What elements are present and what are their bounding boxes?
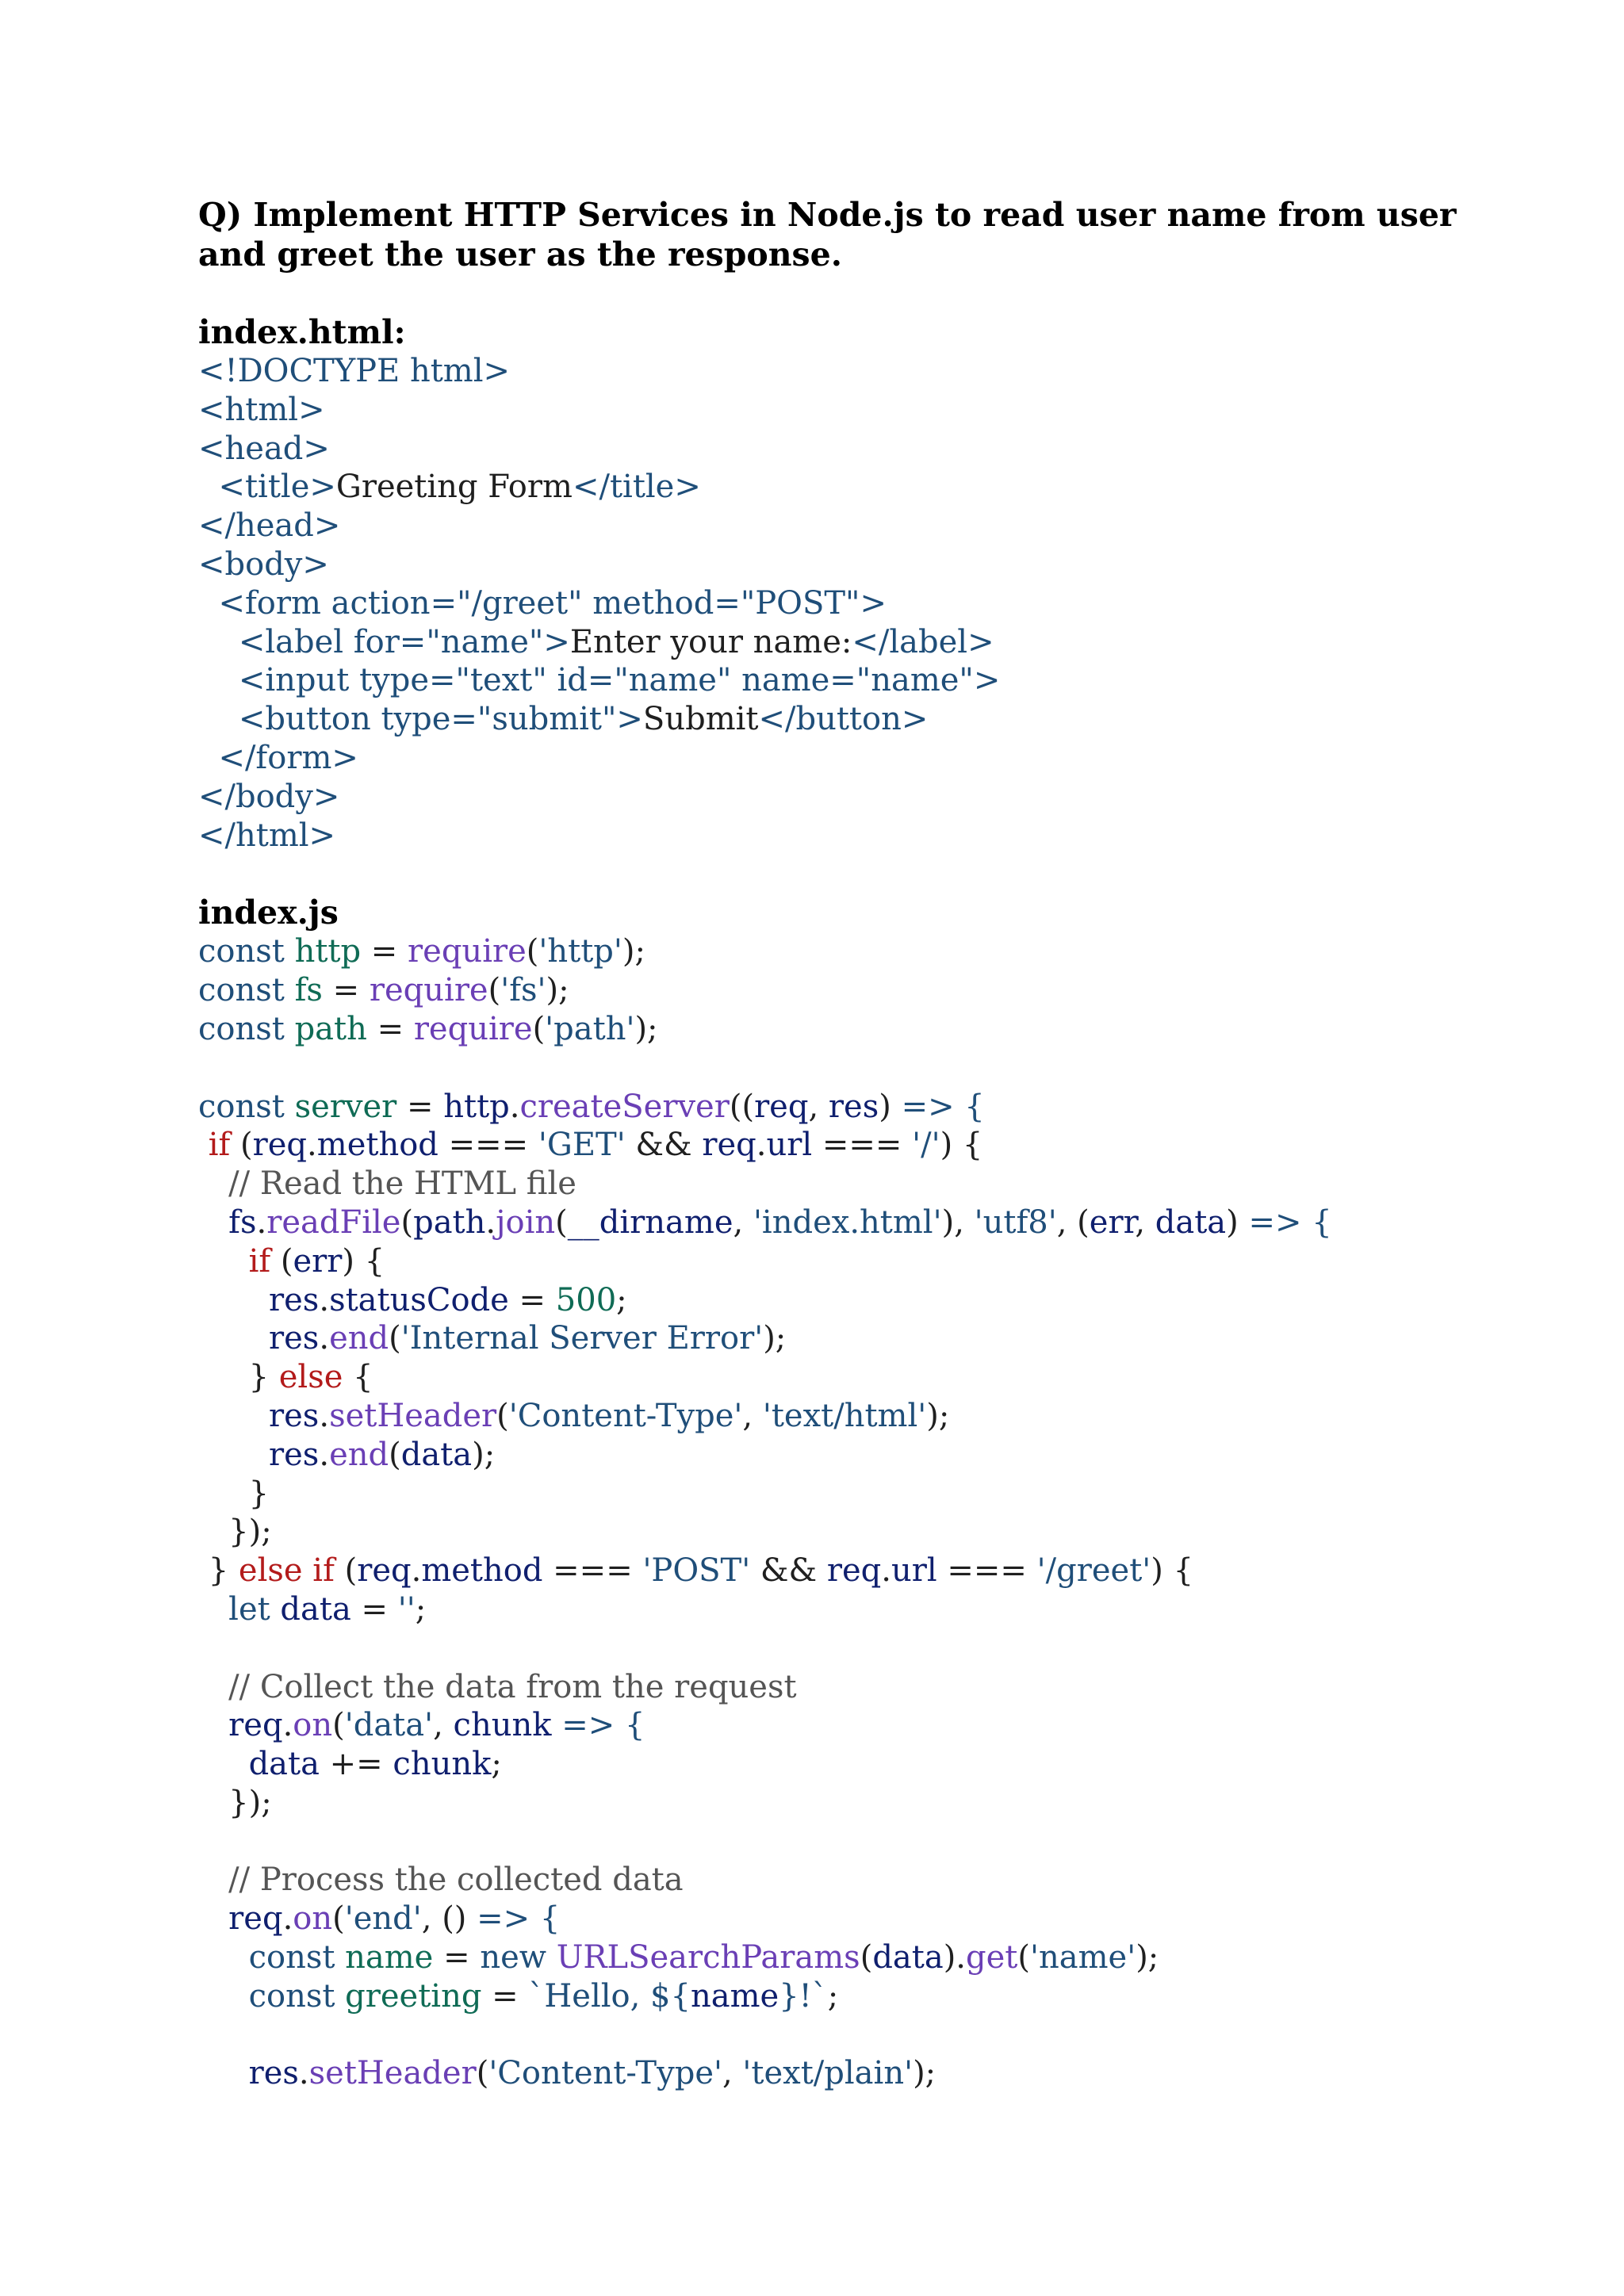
- code-token: (: [332, 1707, 345, 1744]
- code-token: [198, 1669, 228, 1705]
- code-token: res: [248, 2055, 299, 2092]
- code-token: chunk: [393, 1746, 492, 1783]
- code-token: method: [421, 1552, 543, 1590]
- code-token: );: [634, 1010, 658, 1047]
- code-token: <input type="text" id="name" name="name">: [238, 662, 1001, 699]
- code-token: ,: [733, 1203, 753, 1241]
- code-token: (: [344, 1552, 358, 1590]
- code-token: setHeader: [329, 1397, 497, 1434]
- code-token: `Hello, ${: [528, 1977, 691, 2015]
- code-token: </head>: [198, 507, 341, 545]
- code-token: <button type="submit">: [238, 701, 643, 738]
- code-token: ,: [1135, 1203, 1155, 1241]
- code-token: name: [345, 1939, 434, 1976]
- code-token: });: [228, 1784, 272, 1821]
- code-token: </body>: [198, 778, 340, 815]
- code-token: 'text/plain': [742, 2055, 914, 2092]
- code-token: =: [366, 1010, 414, 1047]
- code-token: [198, 1437, 269, 1473]
- code-token: (: [332, 1900, 345, 1938]
- code-token: <form action="/greet" method="POST">: [218, 584, 887, 622]
- code-token: 'fs': [500, 972, 546, 1009]
- code-token: .: [411, 1552, 422, 1590]
- code-token: ===: [812, 1127, 913, 1164]
- code-token: );: [913, 2055, 936, 2092]
- code-token: createServer: [519, 1088, 730, 1125]
- code-line: [198, 1784, 1624, 1823]
- code-line: [198, 1397, 1624, 1436]
- code-token: (: [280, 1242, 293, 1280]
- code-token: [198, 1862, 228, 1898]
- code-line: [198, 352, 1624, 391]
- code-token: res: [269, 1320, 320, 1357]
- code-block: [198, 352, 1624, 855]
- code-token: <head>: [198, 430, 330, 467]
- code-token: }: [248, 1359, 279, 1396]
- code-token: 'Content-Type': [488, 2055, 722, 2092]
- code-token: ) {: [940, 1127, 983, 1164]
- code-token: (: [488, 972, 501, 1009]
- code-token: <label for="name">: [238, 623, 570, 660]
- code-token: req: [228, 1900, 283, 1938]
- code-token: res: [269, 1281, 320, 1318]
- code-token: const: [198, 1010, 295, 1047]
- code-token: +=: [319, 1746, 393, 1783]
- code-token: 'POST': [642, 1552, 751, 1590]
- code-token: Greeting Form: [335, 469, 573, 506]
- code-token: (: [555, 1203, 568, 1241]
- code-token: ): [879, 1088, 902, 1125]
- code-line: [198, 971, 1624, 1010]
- code-line: [198, 1938, 1624, 1977]
- code-token: ,: [808, 1088, 829, 1125]
- question-line-2: and greet the user as the response.: [198, 235, 842, 274]
- code-line: [198, 1823, 1624, 1862]
- code-token: [198, 701, 239, 737]
- code-line: [198, 1668, 1624, 1707]
- code-line: [198, 1281, 1624, 1320]
- code-token: end: [329, 1436, 389, 1473]
- code-token: [198, 1900, 228, 1937]
- code-token: [198, 469, 218, 505]
- code-token: 'path': [545, 1010, 635, 1047]
- code-token: req: [826, 1552, 882, 1590]
- code-line: [198, 1436, 1624, 1475]
- code-token: => {: [477, 1900, 561, 1938]
- code-token: .: [319, 1397, 330, 1434]
- code-line: [198, 507, 1624, 545]
- code-token: data: [248, 1746, 320, 1783]
- code-token: .: [319, 1281, 330, 1318]
- code-token: '': [397, 1590, 416, 1628]
- code-token: => {: [901, 1088, 985, 1125]
- code-token: [198, 1591, 228, 1628]
- code-token: readFile: [266, 1203, 401, 1241]
- code-token: </html>: [198, 817, 336, 854]
- section-spacer: [198, 274, 1624, 312]
- code-token: );: [763, 1320, 787, 1357]
- code-token: ;: [491, 1746, 502, 1783]
- code-line: [198, 1126, 1624, 1165]
- code-token: let: [228, 1590, 281, 1628]
- code-token: }!`: [779, 1977, 828, 2015]
- code-token: require: [408, 933, 527, 970]
- code-token: err: [1089, 1203, 1136, 1241]
- code-line: [198, 1900, 1624, 1938]
- code-token: require: [369, 972, 488, 1009]
- code-token: (: [496, 1397, 509, 1434]
- code-line: [198, 1706, 1624, 1745]
- code-token: [198, 1320, 269, 1357]
- code-token: data: [280, 1590, 351, 1628]
- code-token: (: [1017, 1939, 1030, 1976]
- code-line: [198, 778, 1624, 817]
- code-token: 500: [555, 1281, 617, 1318]
- code-token: =: [481, 1977, 529, 2015]
- code-token: 'index.html': [753, 1203, 942, 1241]
- code-line: [198, 1513, 1624, 1552]
- code-token: name: [690, 1977, 779, 2015]
- code-token: =: [361, 933, 408, 970]
- code-line: [198, 661, 1624, 700]
- code-token: req: [702, 1127, 756, 1164]
- code-token: if: [248, 1242, 281, 1280]
- code-line: [198, 1010, 1624, 1049]
- code-token: 'Content-Type': [508, 1397, 743, 1434]
- code-token: new: [480, 1939, 557, 1976]
- code-token: </form>: [218, 739, 358, 776]
- code-line: [198, 739, 1624, 778]
- code-block: [198, 932, 1624, 2093]
- code-token: const: [248, 1939, 346, 1976]
- code-token: data: [872, 1939, 944, 1976]
- code-token: ===: [936, 1552, 1037, 1590]
- code-token: statusCode: [329, 1281, 509, 1318]
- code-token: ;: [616, 1281, 627, 1318]
- code-token: 'end': [344, 1900, 422, 1938]
- code-token: else: [278, 1359, 343, 1396]
- code-token: =: [433, 1939, 481, 1976]
- code-token: ) {: [342, 1242, 385, 1280]
- code-token: [198, 624, 239, 660]
- code-line: [198, 2054, 1624, 2093]
- code-token: // Process the collected data: [228, 1862, 684, 1899]
- code-token: =: [350, 1590, 398, 1628]
- code-token: req: [252, 1127, 308, 1164]
- code-token: );: [622, 933, 645, 970]
- code-token: [198, 1513, 228, 1550]
- code-token: on: [293, 1900, 333, 1938]
- code-token: const: [198, 972, 295, 1009]
- code-token: ,: [433, 1707, 454, 1744]
- code-token: [198, 1165, 228, 1202]
- code-token: (: [389, 1436, 401, 1473]
- code-token: );: [472, 1436, 496, 1473]
- code-line: [198, 1861, 1624, 1900]
- code-token: .: [881, 1552, 891, 1590]
- code-token: ,: [742, 1397, 763, 1434]
- code-token: 'http': [538, 933, 622, 970]
- code-token: (: [532, 1010, 546, 1047]
- code-token: &&: [625, 1127, 703, 1164]
- section-heading: index.html:: [198, 313, 406, 351]
- code-token: ;: [415, 1590, 427, 1628]
- code-token: server: [294, 1088, 397, 1125]
- code-token: ),: [941, 1203, 975, 1241]
- code-token: [198, 662, 239, 698]
- code-token: .: [319, 1436, 330, 1473]
- code-line: [198, 1629, 1624, 1668]
- code-token: // Collect the data from the request: [228, 1668, 797, 1705]
- code-token: [198, 740, 218, 776]
- code-token: URLSearchParams: [556, 1939, 860, 1976]
- code-token: url: [766, 1127, 813, 1164]
- code-token: [198, 2055, 249, 2091]
- code-token: <title>: [218, 469, 336, 506]
- code-token: [551, 1707, 561, 1743]
- code-token: , (: [1056, 1203, 1090, 1241]
- code-token: (: [400, 1203, 414, 1241]
- code-token: ,: [722, 2055, 743, 2092]
- code-token: .: [282, 1900, 293, 1938]
- code-line: [198, 1088, 1624, 1127]
- code-token: [198, 1127, 209, 1163]
- code-token: '/greet': [1036, 1552, 1151, 1590]
- code-line: [198, 1358, 1624, 1397]
- code-token: .: [256, 1203, 267, 1241]
- code-token: 'utf8': [974, 1203, 1057, 1241]
- code-token: chunk: [453, 1707, 552, 1744]
- code-line: [198, 468, 1624, 507]
- code-token: (: [526, 933, 539, 970]
- code-token: .: [298, 2055, 309, 2092]
- code-line: [198, 1049, 1624, 1088]
- code-line: [198, 391, 1624, 430]
- code-token: [198, 1746, 249, 1782]
- code-token: [198, 1552, 209, 1589]
- code-token: 'data': [344, 1707, 434, 1744]
- code-token: (: [389, 1320, 401, 1357]
- code-line: [198, 1242, 1624, 1281]
- code-token: Enter your name:: [569, 623, 852, 660]
- code-token: path: [413, 1203, 486, 1241]
- code-token: {: [343, 1359, 373, 1396]
- code-token: [198, 1978, 249, 2015]
- code-token: .: [282, 1707, 293, 1744]
- code-token: });: [228, 1513, 272, 1551]
- question-line-1: Q) Implement HTTP Services in Node.js to read user name from user: [198, 196, 1457, 234]
- code-token: [198, 1359, 249, 1395]
- code-token: </button>: [758, 701, 929, 738]
- code-token: <body>: [198, 545, 329, 583]
- code-token: res: [269, 1397, 320, 1434]
- code-token: );: [546, 972, 569, 1009]
- code-token: [198, 1398, 269, 1434]
- code-token: (: [476, 2055, 489, 2092]
- code-line: [198, 1745, 1624, 1784]
- code-token: fs: [294, 972, 323, 1009]
- code-token: .: [307, 1127, 317, 1164]
- code-token: res: [828, 1088, 879, 1125]
- code-token: ((: [729, 1088, 755, 1125]
- code-token: (: [860, 1939, 873, 1976]
- code-token: join: [496, 1203, 556, 1241]
- code-token: <!DOCTYPE html>: [198, 353, 511, 389]
- code-token: ).: [943, 1939, 967, 1976]
- code-line: [198, 1590, 1624, 1629]
- code-token: 'name': [1029, 1939, 1136, 1976]
- code-token: if: [208, 1127, 241, 1164]
- section-heading: index.js: [198, 894, 339, 932]
- code-token: const: [248, 1977, 346, 2015]
- code-token: else if: [238, 1552, 345, 1590]
- code-token: res: [269, 1436, 320, 1473]
- code-token: }: [208, 1552, 239, 1590]
- code-token: 'Internal Server Error': [400, 1320, 764, 1357]
- code-token: const: [198, 933, 295, 970]
- code-token: => {: [561, 1707, 645, 1744]
- code-line: [198, 1977, 1624, 2016]
- code-token: http: [443, 1088, 510, 1125]
- code-token: .: [509, 1088, 520, 1125]
- code-token: Submit: [642, 701, 759, 738]
- code-token: );: [1136, 1939, 1159, 1976]
- code-token: on: [293, 1707, 333, 1744]
- code-token: }: [248, 1475, 270, 1512]
- code-token: greeting: [345, 1977, 482, 2015]
- code-token: // Read the HTML file: [228, 1165, 576, 1203]
- code-token: <html>: [198, 391, 325, 428]
- code-token: setHeader: [308, 2055, 477, 2092]
- code-line: [198, 623, 1624, 662]
- code-line: [198, 1319, 1624, 1358]
- code-line: [198, 1203, 1624, 1242]
- code-token: .: [485, 1203, 496, 1241]
- code-line: [198, 1165, 1624, 1203]
- code-line: [198, 2016, 1624, 2055]
- section-spacer: [198, 855, 1624, 893]
- code-token: require: [413, 1010, 533, 1047]
- code-token: ): [1226, 1203, 1249, 1241]
- code-token: ) {: [1151, 1552, 1194, 1590]
- code-token: err: [293, 1242, 343, 1280]
- code-token: =: [508, 1281, 556, 1318]
- code-token: =: [396, 1088, 444, 1125]
- code-token: end: [329, 1320, 389, 1357]
- code-token: [198, 1282, 269, 1318]
- code-token: get: [966, 1939, 1018, 1976]
- code-token: ===: [542, 1552, 643, 1590]
- code-token: );: [926, 1397, 950, 1434]
- code-token: &&: [750, 1552, 827, 1590]
- code-token: fs: [228, 1203, 257, 1241]
- code-token: path: [294, 1010, 367, 1047]
- code-token: ;: [827, 1977, 839, 2015]
- code-token: url: [891, 1552, 937, 1590]
- code-line: [198, 430, 1624, 469]
- code-token: data: [1155, 1203, 1227, 1241]
- code-line: [198, 817, 1624, 855]
- code-token: .: [756, 1127, 767, 1164]
- code-token: </title>: [572, 469, 701, 506]
- code-token: __dirname: [567, 1203, 733, 1241]
- code-token: .: [319, 1320, 330, 1357]
- code-token: const: [198, 1088, 295, 1125]
- code-token: </label>: [852, 623, 994, 660]
- code-token: req: [357, 1552, 412, 1590]
- code-token: 'GET': [538, 1127, 626, 1164]
- code-line: [198, 584, 1624, 623]
- code-token: '/': [912, 1127, 940, 1164]
- code-token: [198, 1243, 249, 1280]
- code-token: [198, 1707, 228, 1743]
- code-token: =: [322, 972, 370, 1009]
- code-token: , (): [421, 1900, 477, 1938]
- code-token: 'text/html': [762, 1397, 927, 1434]
- code-token: http: [294, 933, 362, 970]
- code-token: method: [316, 1127, 439, 1164]
- code-token: [198, 1939, 249, 1976]
- code-token: req: [228, 1707, 283, 1744]
- code-line: [198, 545, 1624, 584]
- code-token: (: [240, 1127, 253, 1164]
- code-token: [198, 1204, 228, 1241]
- code-token: [198, 1785, 228, 1821]
- code-token: => {: [1248, 1203, 1332, 1241]
- code-line: [198, 1552, 1624, 1590]
- code-sections: [198, 274, 1624, 2093]
- code-line: [198, 700, 1624, 739]
- code-token: ===: [438, 1127, 538, 1164]
- code-token: [198, 585, 218, 622]
- code-line: [198, 1475, 1624, 1513]
- code-token: data: [400, 1436, 473, 1473]
- code-token: [198, 1475, 249, 1512]
- code-line: [198, 932, 1624, 971]
- code-token: req: [754, 1088, 809, 1125]
